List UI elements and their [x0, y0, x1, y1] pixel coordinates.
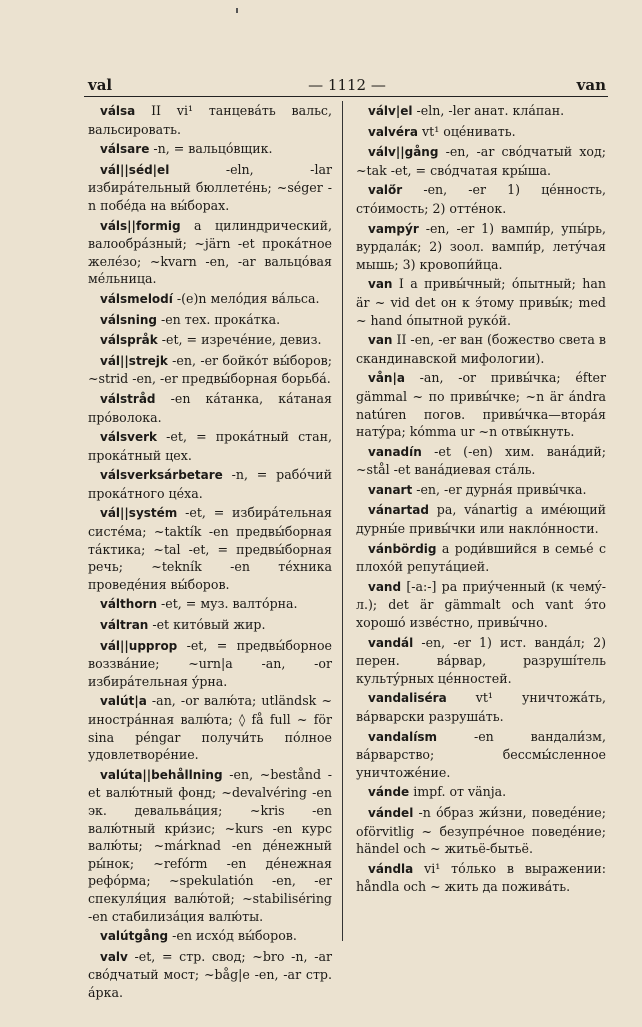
- dictionary-entry: [88, 217, 332, 288]
- right-column: [356, 102, 606, 898]
- dictionary-entry: [88, 352, 332, 388]
- header-right-word: van: [576, 76, 606, 94]
- entry-headword: valvéra: [368, 124, 419, 139]
- dictionary-entry: [88, 428, 332, 464]
- entry-definition: -n, = вальцóвщик.: [149, 141, 273, 157]
- dictionary-entry: [356, 783, 606, 802]
- dictionary-entry: [88, 927, 332, 946]
- dictionary-entry: [88, 390, 332, 426]
- entry-headword: van: [368, 333, 393, 348]
- dictionary-entry: [88, 637, 332, 691]
- entry-definition: vi¹ тóлько в выражении: håndla och ~ жить да поживáть.: [356, 860, 606, 895]
- left-column: [88, 102, 332, 1004]
- dictionary-entry: [88, 140, 332, 159]
- column-divider: [342, 101, 343, 941]
- entry-definition: -en вандали́зм, вáрварство; бессмы́сленное уничтожéние.: [356, 728, 606, 780]
- entry-definition: a цилиндрический, валообрáзный; ~järn -et прокáтное желéзо; ~kvarn -en, -ar вальцóвая мéльница.: [88, 217, 332, 287]
- entry-definition: -n óбраз жи́зни, поведéние; oförvitlig ~ безупрéчное поведéние; händel och ~ житьё-бытьё.: [356, 804, 606, 857]
- entry-definition: I a привы́чный; óпытный; han är ~ vid det он к э́тому привы́к; med ~ hand óпытной рукóй.: [356, 276, 606, 328]
- entry-headword: vál||upprop: [100, 638, 178, 653]
- entry-headword: vál||systém: [100, 506, 178, 521]
- entry-headword: válv||gång: [368, 145, 439, 160]
- dictionary-entry: [356, 481, 606, 500]
- dictionary-entry: [88, 466, 332, 502]
- entry-headword: vampýr: [368, 221, 419, 236]
- entry-definition: -(e)n мелóдия вáльса.: [172, 290, 320, 306]
- entry-definition: -et, = стр. свод; ~bro -n, -ar свóдчатый мост; ~båg|e -en, -ar стр. áрка.: [88, 948, 332, 1000]
- entry-definition: -en, -er дурнáя привы́чка.: [412, 481, 587, 497]
- dictionary-entry: [356, 143, 606, 179]
- entry-headword: vánartad: [368, 503, 429, 518]
- dictionary-entry: [356, 275, 606, 329]
- entry-definition: a роди́вшийся в семьé с плохóй репутáцией.: [356, 540, 606, 575]
- entry-headword: valö́r: [368, 183, 403, 198]
- entry-headword: vanart: [368, 482, 413, 497]
- entry-headword: valúta||behållning: [100, 767, 223, 782]
- entry-headword: vandaliséra: [368, 691, 447, 706]
- entry-definition: -en исхóд вы́боров.: [168, 928, 297, 944]
- dictionary-entry: [356, 443, 606, 479]
- entry-headword: vándel: [368, 805, 414, 820]
- page-number: — 1112 —: [308, 76, 386, 94]
- dictionary-entry: [88, 504, 332, 593]
- dictionary-entry: [356, 689, 606, 725]
- entry-definition: impf. от vänja.: [409, 784, 507, 800]
- entry-definition: -eln, -lar избирáтельный бюллетéнь; ~séger -n побéда на вы́борах.: [88, 161, 332, 213]
- dictionary-entry: [356, 728, 606, 782]
- dictionary-entry: [356, 860, 606, 896]
- entry-definition: -en, -ar свóдчатый ход; ~tak -et, = свóдчатая кры́ша.: [356, 144, 606, 178]
- entry-headword: vand: [368, 579, 402, 594]
- entry-headword: válstråd: [100, 391, 156, 406]
- entry-definition: -en, -er 1) ист. вандáл; 2) перен. вáрвар, разрушíтель культýрных цéнностей.: [356, 634, 606, 686]
- entry-headword: vandalísm: [368, 729, 438, 744]
- entry-definition: -n, = рабóчий прокáтного цéха.: [88, 467, 332, 501]
- entry-definition: -en, -er бойкóт вы́боров; ~strid -en, -er предвы́борная борьбá.: [88, 352, 332, 387]
- entry-headword: válsa: [100, 104, 136, 118]
- entry-definition: -an, -or валю́та; utländsk ~ инострáнная валю́та; ◊ få full ~ för sina péngar получи́ть пóлное удовлетворéние.: [88, 693, 332, 763]
- entry-definition: -et, = прокáтный стан, прокáтный цех.: [88, 429, 332, 463]
- entry-definition: -et, = предвы́борное воззвáние; ~urn|a -an, -or избирáтельная у́рна.: [88, 637, 332, 689]
- entry-headword: válspråk: [100, 333, 158, 348]
- header-rule: [84, 96, 608, 97]
- entry-headword: valv: [100, 949, 128, 964]
- dictionary-entry: [88, 290, 332, 309]
- entry-headword: vánbördig: [368, 541, 437, 556]
- entry-headword: válsmelodí: [100, 291, 173, 306]
- dictionary-entry: [356, 501, 606, 537]
- dictionary-entry: [356, 181, 606, 217]
- dictionary-entry: [88, 595, 332, 614]
- entry-definition: -eln, -ler анат. клáпан.: [412, 103, 565, 118]
- entry-headword: válsare: [100, 142, 150, 157]
- dictionary-entry: [356, 331, 606, 367]
- entry-definition: -et китóвый жир.: [148, 617, 266, 633]
- entry-definition: II -en, -er ван (божество света в скандинавской мифологии).: [356, 332, 606, 366]
- entry-headword: válsverk: [100, 430, 158, 445]
- dictionary-entry: [356, 220, 606, 274]
- entry-headword: válv|el: [368, 104, 413, 118]
- entry-definition: -en, -er 1) цéнность, стóимость; 2) оттéнок.: [356, 182, 606, 216]
- dictionary-entry: [88, 766, 332, 925]
- entry-headword: váls||formig: [100, 218, 181, 233]
- page-header: [88, 76, 606, 96]
- entry-headword: vån|a: [368, 371, 405, 386]
- dictionary-entry: [356, 804, 606, 858]
- entry-definition: -en кáтанка, кáтаная прóволока.: [88, 390, 332, 425]
- entry-headword: van: [368, 277, 393, 292]
- entry-headword: válsverksárbetare: [100, 468, 223, 483]
- dictionary-entry: [356, 123, 606, 142]
- entry-headword: vál||strejk: [100, 353, 168, 368]
- dictionary-entry: [356, 634, 606, 688]
- dictionary-entry: [88, 331, 332, 350]
- entry-headword: valútgång: [100, 929, 169, 944]
- entry-headword: válsning: [100, 312, 157, 327]
- dictionary-entry: [88, 102, 332, 138]
- entry-definition: -et, = муз. валтóрна.: [157, 596, 298, 612]
- entry-definition: -et (-en) хим. ванáдий; ~stål -et ванáдиевая стáль.: [356, 443, 606, 478]
- entry-definition: II vi¹ танцевáть вальс, вальсировать.: [88, 103, 332, 137]
- entry-headword: váltran: [100, 618, 149, 633]
- entry-definition: vt¹ оцéнивать.: [418, 123, 516, 139]
- entry-definition: [-a:-] pa приу́ченный (к чемý-л.); det är gämmalt och vant э́то хорошó извéстно, привы́чно.: [356, 578, 606, 631]
- entry-definition: -en, ~bestånd -et валю́тный фонд; ~devalvéring -en эк. девальвáция; ~kris -en валю́тный кри́зис; ~kurs -en курс валю́ты; ~márknad -en дéнежный ры́нок; ~refórm -en дéнежная рефóрма; ~spekulatión -en, -er спекуля́ция валю́той; ~stabiliséring -en стабилизáция валю́ты.: [88, 766, 332, 924]
- header-left-word: val: [88, 76, 113, 94]
- entry-headword: vanadín: [368, 444, 422, 459]
- entry-definition: pa, vánartig a имéющий дурны́е привы́чки или наклóнности.: [356, 502, 606, 537]
- entry-definition: -an, -or привы́чка; éfter gämmal ~ по привы́чке; ~n är ándra natúren погов. привы́чка—вторáя натýра; kómma ur ~n отвы́кнуть.: [356, 370, 606, 440]
- entry-headword: vánde: [368, 785, 410, 800]
- top-mark: [236, 8, 238, 13]
- entry-headword: valút|a: [100, 694, 147, 709]
- entry-definition: -en тех. прокáтка.: [156, 311, 281, 327]
- dictionary-entry: [356, 102, 606, 121]
- entry-definition: -et, = избирáтельная систéма; ~taktík -en предвы́борная тáктика; ~tal -et, = предвы́борная речь; ~tekník -en тéхника проведéния вы́боров.: [88, 505, 332, 592]
- dictionary-entry: [356, 540, 606, 576]
- dictionary-entry: [88, 616, 332, 635]
- entry-definition: -en, -er 1) вампи́р, упы́рь, вурдалáк; 2) зоол. вампи́р, летýчая мышь; 3) кровопи́йца.: [356, 220, 606, 272]
- entry-headword: vál||séd|el: [100, 162, 170, 177]
- dictionary-entry: [356, 369, 606, 440]
- dictionary-entry: [88, 161, 332, 215]
- entry-headword: vándla: [368, 861, 414, 876]
- entry-definition: -et, = изречéние, девиз.: [157, 332, 322, 348]
- entry-headword: válthorn: [100, 597, 158, 612]
- dictionary-entry: [88, 692, 332, 763]
- entry-headword: vandál: [368, 635, 414, 650]
- dictionary-entry: [88, 311, 332, 330]
- dictionary-entry: [356, 578, 606, 632]
- entry-definition: vt¹ уничтожáть, вáрварски разрушáть.: [356, 690, 606, 724]
- dictionary-entry: [88, 948, 332, 1002]
